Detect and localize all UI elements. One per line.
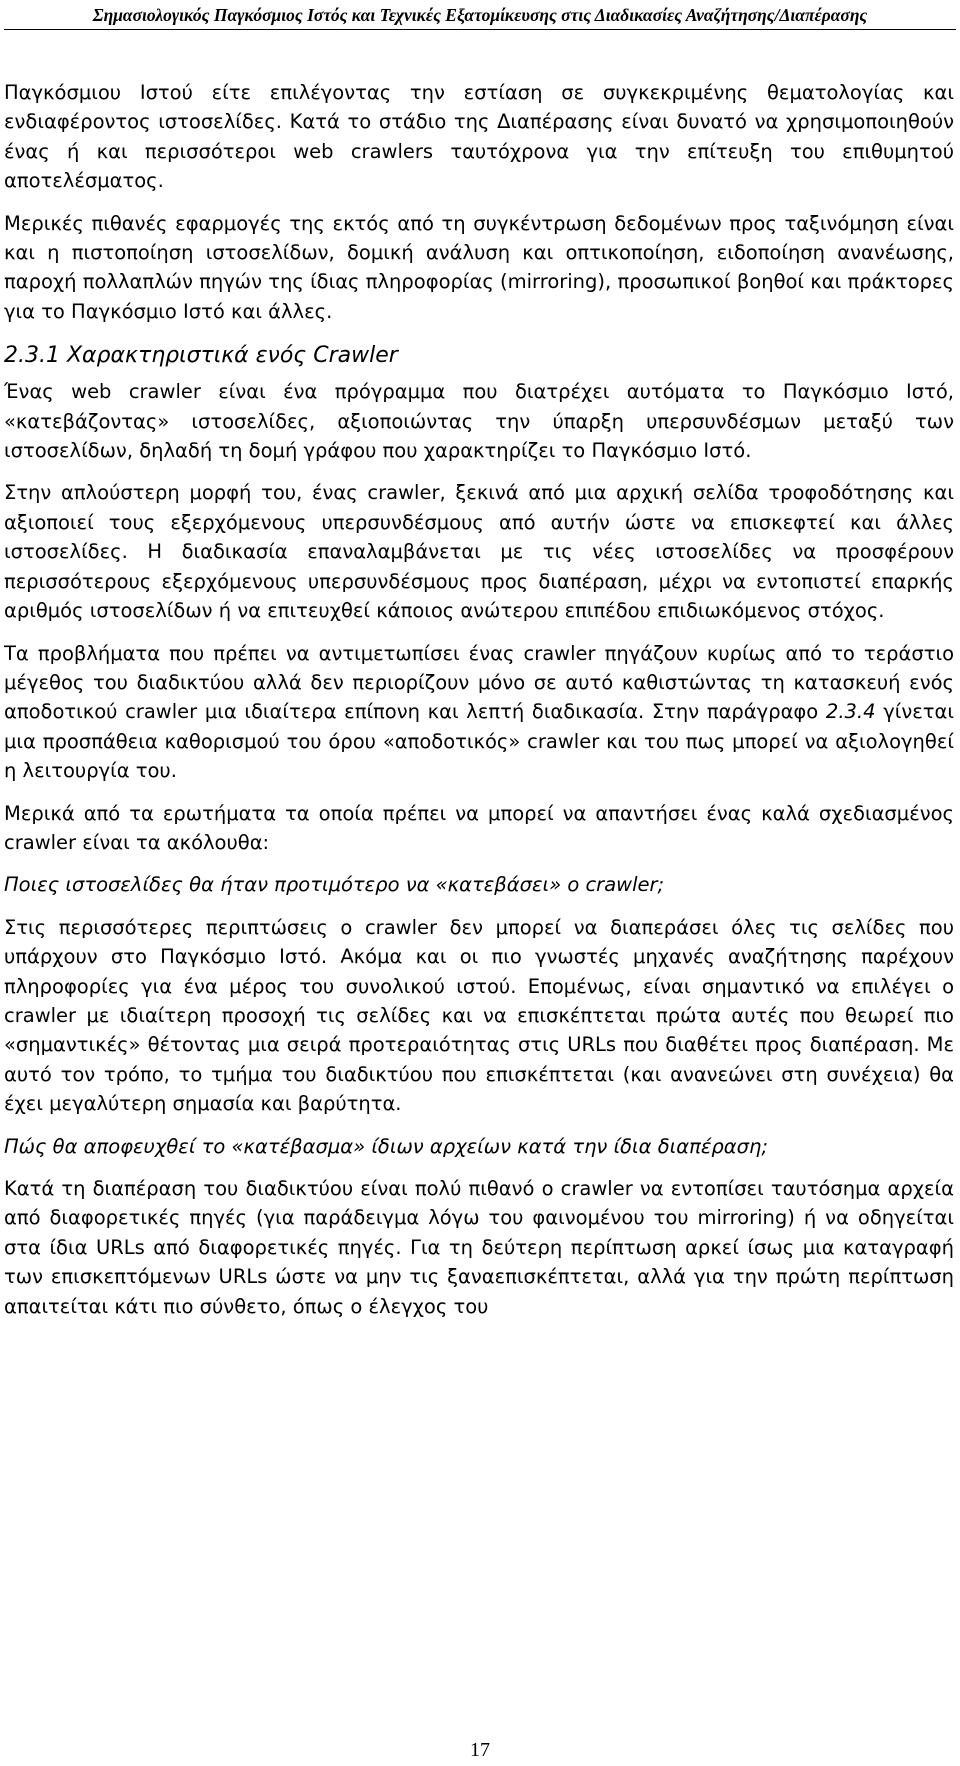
header-rule <box>4 29 956 30</box>
paragraph-crawler-definition: Ένας web crawler είναι ένα πρόγραμμα που διατρέχει αυτόματα το Παγκόσμιο Ιστό, «κατεβάζοντας» ιστοσελίδες, αξιοποιώντας την ύπαρξη υπερσυνδέσμων μεταξύ των ιστοσελίδων, δηλαδή τη δομή γράφου που χαρακτηρίζει το Παγκόσμιο Ιστό. <box>4 380 954 463</box>
paragraph-crawler-problems-text: Τα προβλήματα που πρέπει να αντιμετωπίσει ένας crawler πηγάζουν κυρίως από το τεράστιο μέγεθος του διαδικτύου αλλά δεν περιορίζουν μόνο σε αυτό καθιστώντας τη κατασκευή ενός αποδοτικού crawler μια ιδιαίτερα επίπονη και λεπτή διαδικασία. Στην παράγραφο <box>4 641 954 724</box>
paragraph-crawler-problems <box>4 639 954 786</box>
paragraph-crawler-applications: Μερικές πιθανές εφαρμογές της εκτός από τη συγκέντρωση δεδομένων προς ταξινόμηση είναι και η πιστοποίηση ιστοσελίδων, δομική ανάλυση και οπτικοποίηση, ειδοποίηση ανανέωσης, παροχή πολλαπλών πηγών της ίδιας πληροφορίας (mirroring), προσωπικοί βοηθοί και πράκτορες για το Παγκόσμιο Ιστό και άλλες. <box>4 211 954 323</box>
section-heading: 2.3.1 Χαρακτηριστικά ενός Crawler <box>4 343 398 369</box>
section-reference: 2.3.4 <box>825 700 876 724</box>
page-number: 17 <box>470 1739 490 1761</box>
paragraph-questions-intro: Μερικά από τα ερωτήματα τα οποία πρέπει να μπορεί να απαντήσει ένας καλά σχεδιασμένος crawler είναι τα ακόλουθα: <box>4 801 954 854</box>
paragraph-duplicate-detection: Κατά τη διαπέραση του διαδικτύου είναι πολύ πιθανό ο crawler να εντοπίσει ταυτόσημα αρχεία από διαφορετικές πηγές (για παράδειγμα λόγω του φαινομένου του mirroring) ή να οδηγείται στα ίδια URLs από διαφορετικές πηγές. Για τη δεύτερη περίπτωση αρκεί ίσως μια καταγραφή των επισκεπτόμενων URLs ώστε να μην τις ξαναεπισκέπτεται, αλλά για την πρώτη περίπτωση απαιτείται κάτι πιο σύνθετο, όπως ο έλεγχος του <box>4 1177 954 1318</box>
paragraph-crawling-continued: Παγκόσμιου Ιστού είτε επιλέγοντας την εστίαση σε συγκεκριμένης θεματολογίας και ενδιαφέροντος ιστοσελίδες. Κατά το στάδιο της Διαπέρασης είναι δυνατό να χρησιμοποιηθούν ένας ή και περισσότεροι web crawlers ταυτόχρονα για την επίτευξη του επιθυμητού αποτελέσματος. <box>4 81 954 193</box>
running-header: Σημασιολογικός Παγκόσμιος Ιστός και Τεχνικές Εξατομίκευσης στις Διαδικασίες Αναζήτησης/Διαπέρασης <box>92 5 868 25</box>
question-which-pages: Ποιες ιστοσελίδες θα ήταν προτιμότερο να «κατεβάσει» ο crawler; <box>4 873 665 897</box>
paragraph-page-priority: Στις περισσότερες περιπτώσεις ο crawler δεν μπορεί να διαπεράσει όλες τις σελίδες που υπάρχουν στο Παγκόσμιο Ιστό. Ακόμα και οι πιο γνωστές μηχανές αναζήτησης παρέχουν πληροφορίες για ένα μέρος του συνολικού ιστού. Επομένως, είναι σημαντικό να επιλέγει ο crawler με ιδιαίτερη προσοχή τις σελίδες και να επισκέπτεται πρώτα αυτές που θεωρεί πιο «σημαντικές» θέτοντας μια σειρά προτεραιότητας στις URLs που διαθέτει προς διαπέραση. Με αυτό τον τρόπο, το τμήμα του διαδικτύου που επισκέπτεται (και ανανεώνει στη συνέχεια) θα έχει μεγαλύτερη σημασία και βαρύτητα. <box>4 915 954 1116</box>
paragraph-crawler-problems-text-end: γίνεται μια προσπάθεια καθορισμού του όρου «αποδοτικός» crawler και του πως μπορεί να αξιολογηθεί η λειτουργία του. <box>4 700 954 783</box>
document-body <box>4 78 954 1334</box>
question-duplicate-files: Πώς θα αποφευχθεί το «κατέβασμα» ίδιων αρχείων κατά την ίδια διαπέραση; <box>4 1134 768 1158</box>
paragraph-crawler-simplest-form: Στην απλούστερη μορφή του, ένας crawler, ξεκινά από μια αρχική σελίδα τροφοδότησης και αξιοποιεί τους εξερχόμενους υπερσυνδέσμους από αυτήν ώστε να επισκεφτεί και άλλες ιστοσελίδες. Η διαδικασία επαναλαμβάνεται με τις νέες ιστοσελίδες να προσφέρουν περισσότερους εξερχόμενους υπερσυνδέσμους προς διαπέραση, μέχρι να εντοπιστεί επαρκής αριθμός ιστοσελίδων ή να επιτευχθεί κάποιος ανώτερου επιπέδου επιδιωκόμενος στόχος. <box>4 481 954 623</box>
